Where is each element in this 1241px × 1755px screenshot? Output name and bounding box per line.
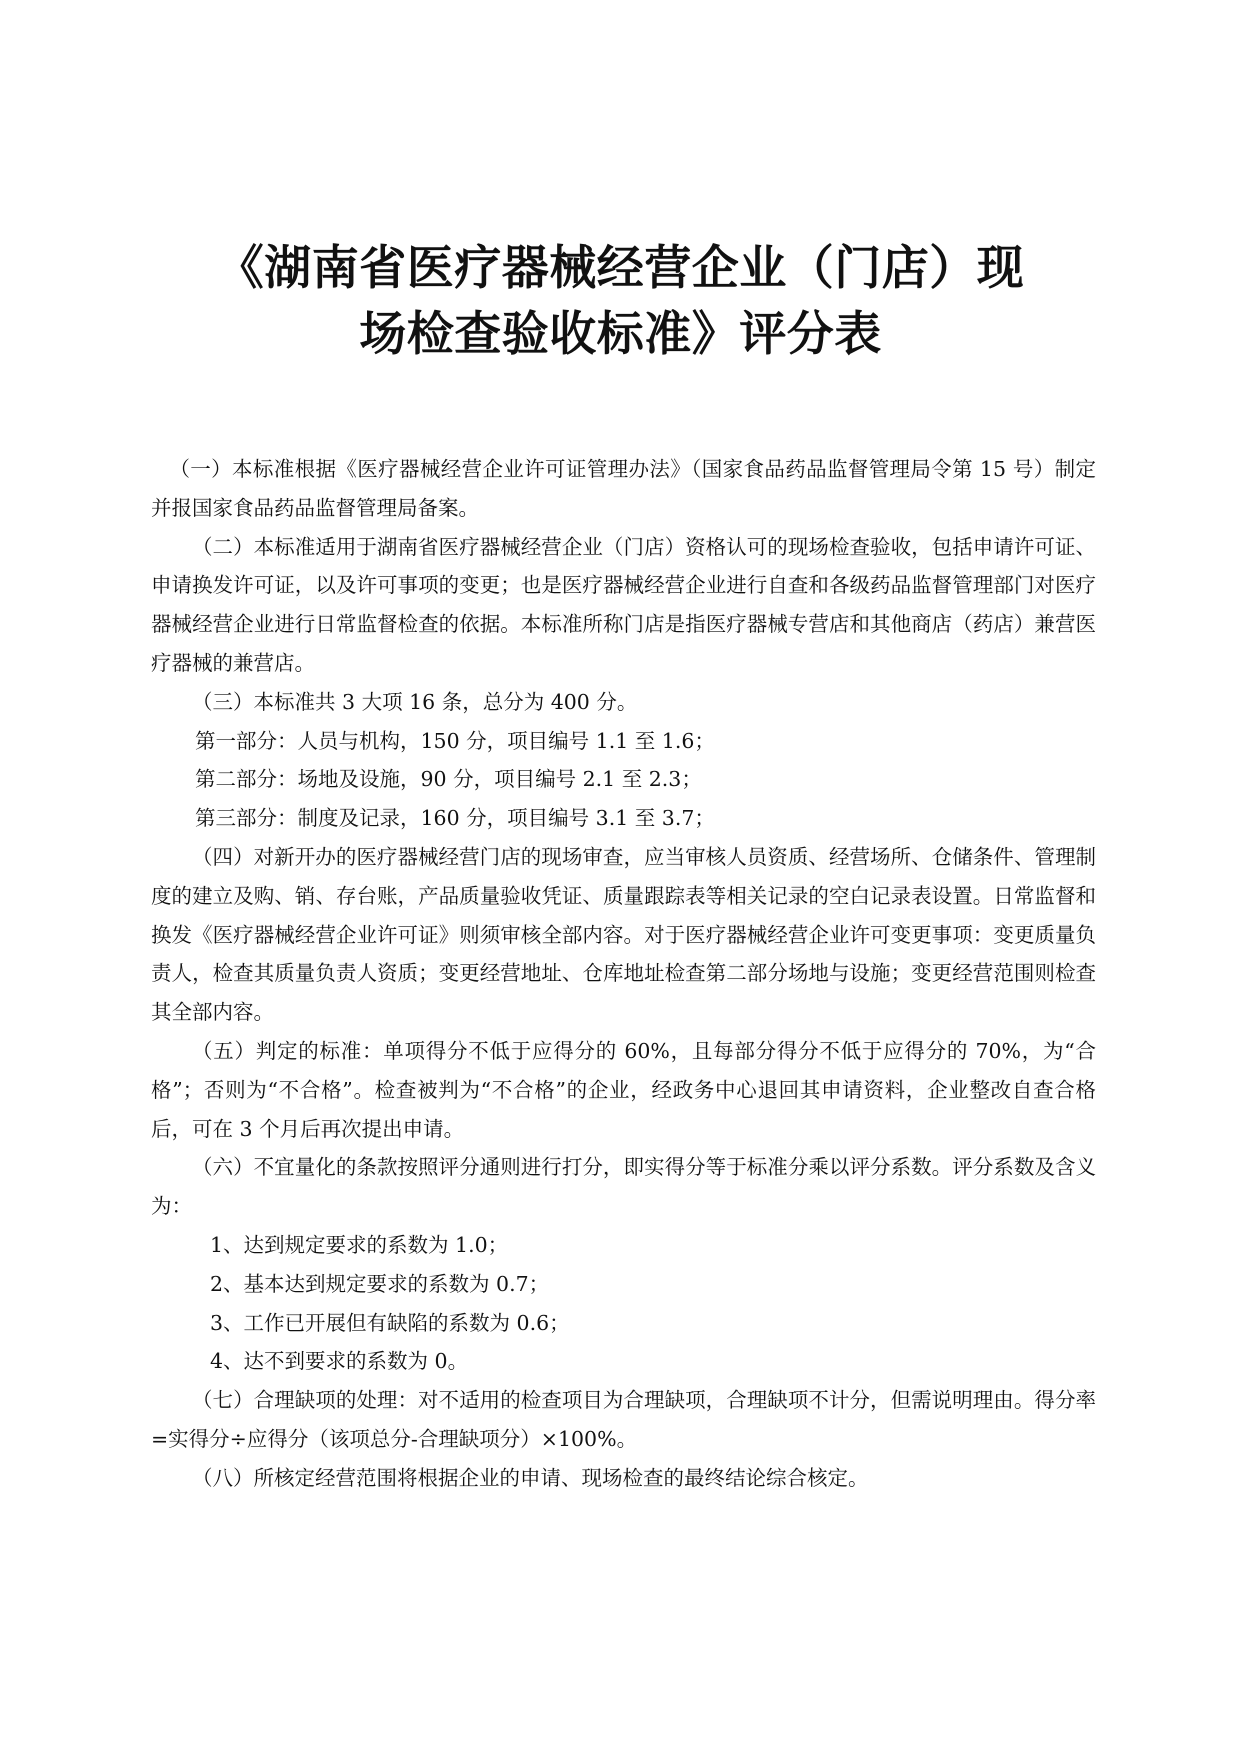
title-line-1: 《湖南省医疗器械经营企业（门店）现 [216, 241, 1025, 296]
coefficient-item-2: 2、基本达到规定要求的系数为 0.7； [210, 1271, 550, 1296]
paragraph-1: （一）本标准根据《医疗器械经营企业许可证管理办法》（国家食品药品监督管理局令第 15 号）制定并报国家食品药品监督管理局备案。 [151, 457, 1096, 520]
paragraph-8: （八）所核定经营范围将根据企业的申请、现场检查的最终结论综合核定。 [192, 1465, 869, 1490]
paragraph-7-text: （七）合理缺项的处理：对不适用的检查项目为合理缺项，合理缺项不计分，但需说明理由。 [192, 1388, 1035, 1413]
paragraph-3: （三）本标准共 3 大项 16 条，总分为 400 分。 [192, 689, 638, 714]
part-2-line: 第二部分：场地及设施，90 分，项目编号 2.1 至 2.3； [195, 767, 702, 792]
paragraph-7 [151, 1381, 1096, 1459]
document-body [151, 450, 1096, 1498]
part-1-line: 第一部分：人员与机构，150 分，项目编号 1.1 至 1.6； [195, 728, 715, 753]
paragraph-6: （六）不宜量化的条款按照评分通则进行打分，即实得分等于标准分乘以评分系数。评分系数及含义为： [151, 1155, 1096, 1219]
coefficient-item-1: 1、达到规定要求的系数为 1.0； [210, 1232, 509, 1257]
title-line-2: 场检查验收标准》评分表 [359, 307, 882, 362]
paragraph-5: （五）判定的标准：单项得分不低于应得分的 60%，且每部分得分不低于应得分的 70%，为“合格”；否则为“不合格”。检查被判为“不合格”的企业，经政务中心退回其申请资料，企业整改自查合格后，可在 3 个月后再次提出申请。 [151, 1038, 1096, 1141]
paragraph-2: （二）本标准适用于湖南省医疗器械经营企业（门店）资格认可的现场检查验收，包括申请许可证、申请换发许可证，以及许可事项的变更；也是医疗器械经营企业进行自查和各级药品监督管理部门对医疗器械经营企业进行日常监督检查的依据。本标准所称门店是指医疗器械专营店和其他商店（药店）兼营医疗器械的兼营店。 [151, 534, 1096, 675]
part-3-line: 第三部分：制度及记录，160 分，项目编号 3.1 至 3.7； [195, 806, 715, 831]
document-title [140, 236, 1101, 368]
coefficient-item-3: 3、工作已开展但有缺陷的系数为 0.6； [210, 1310, 570, 1335]
paragraph-4: （四）对新开办的医疗器械经营门店的现场审查，应当审核人员资质、经营场所、仓储条件、管理制度的建立及购、销、存台账，产品质量验收凭证、质量跟踪表等相关记录的空白记录表设置。日常监督和换发《医疗器械经营企业许可证》则须审核全部内容。对于医疗器械经营企业许可变更事项：变更质量负责人，检查其质量负责人资质；变更经营地址、仓库地址检查第二部分场地与设施；变更经营范围则检查其全部内容。 [151, 844, 1096, 1025]
score-rate-formula: 得分率=实得分÷应得分（该项总分-合理缺项分）×100%。 [151, 1388, 1096, 1451]
coefficient-item-4: 4、达不到要求的系数为 0。 [210, 1349, 469, 1374]
